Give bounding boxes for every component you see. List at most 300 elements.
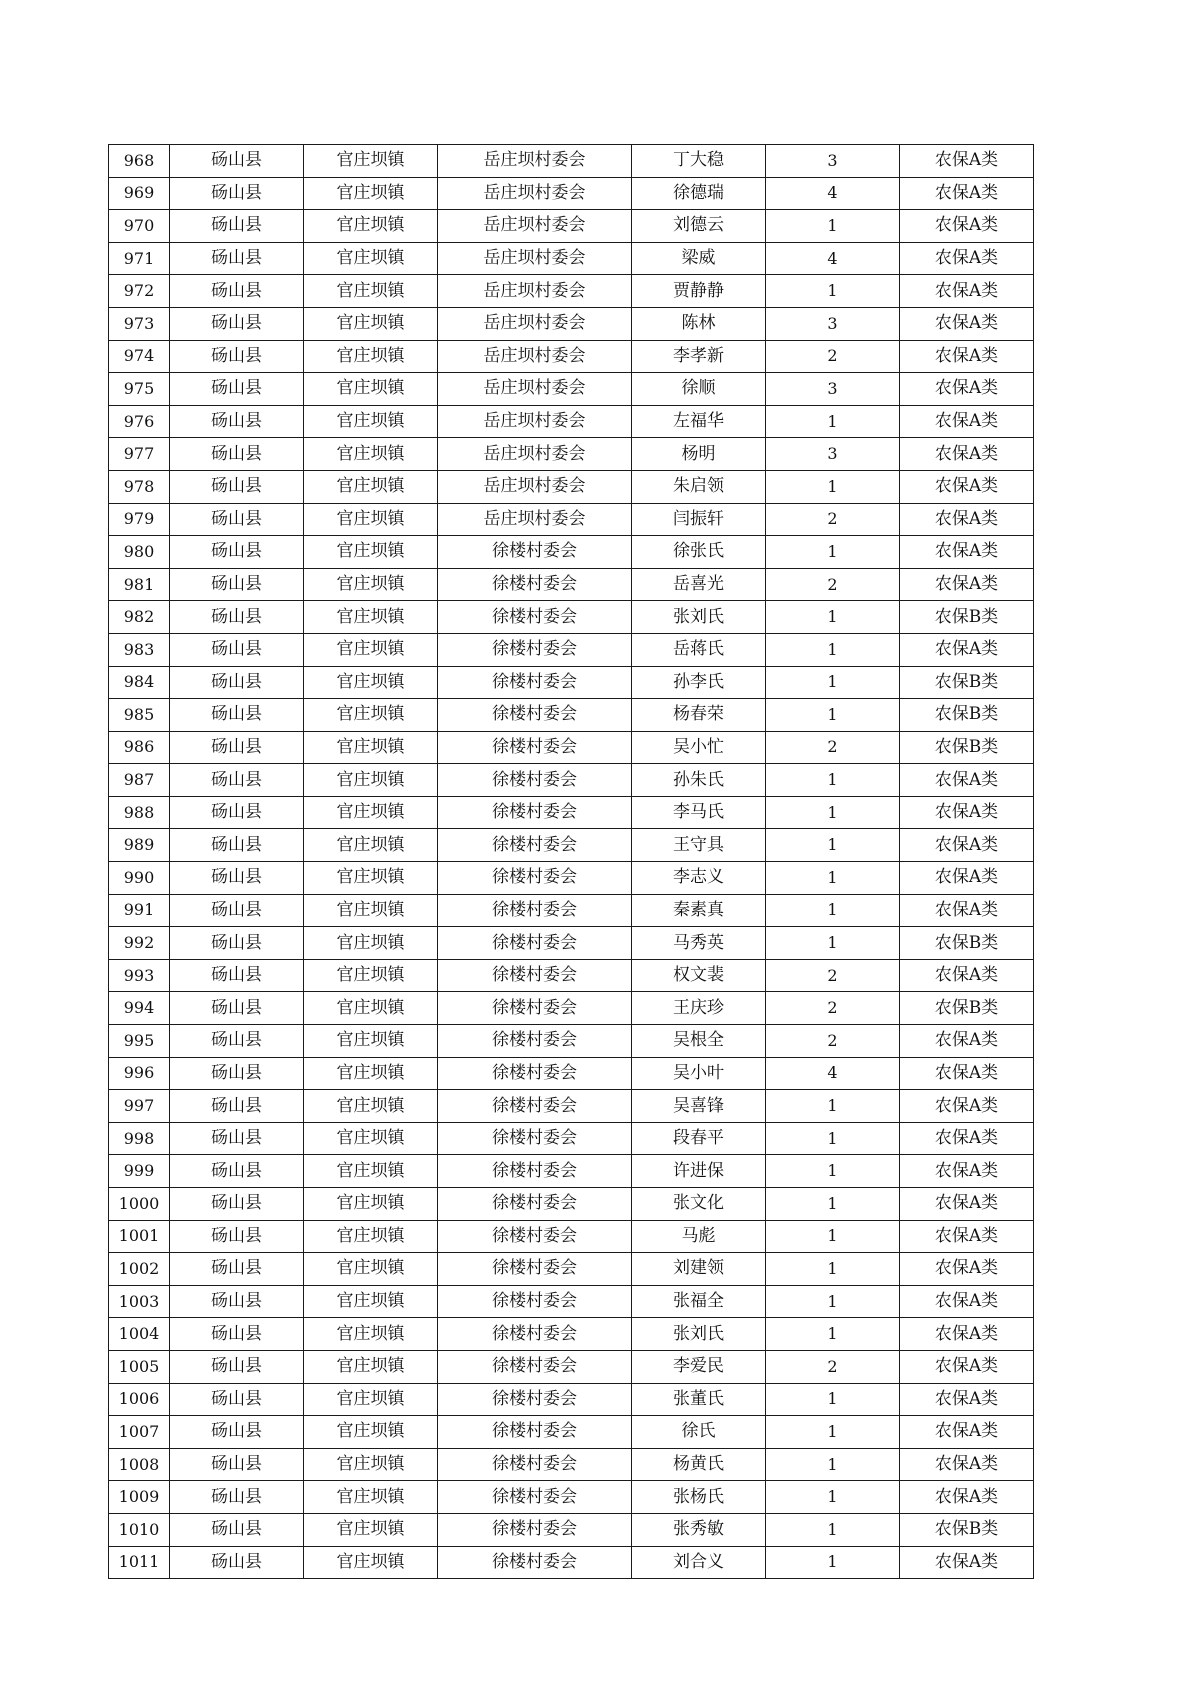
town-cell: 官庄坝镇	[304, 1383, 438, 1416]
person-name-cell: 丁大稳	[632, 145, 766, 178]
row-index-cell: 1005	[109, 1350, 170, 1383]
insurance-category-cell: 农保A类	[900, 1285, 1034, 1318]
person-name-cell: 李志义	[632, 862, 766, 895]
county-cell: 砀山县	[170, 1318, 304, 1351]
person-name-cell: 刘建领	[632, 1253, 766, 1286]
table-row	[109, 275, 1034, 308]
village-committee-cell: 徐楼村委会	[438, 1350, 632, 1383]
table-row	[109, 666, 1034, 699]
person-name-cell: 徐德瑞	[632, 177, 766, 210]
village-committee-cell: 徐楼村委会	[438, 1253, 632, 1286]
table-row	[109, 1090, 1034, 1123]
village-committee-cell: 徐楼村委会	[438, 1383, 632, 1416]
person-name-cell: 杨黄氏	[632, 1448, 766, 1481]
village-committee-cell: 徐楼村委会	[438, 1155, 632, 1188]
insurance-category-cell: 农保B类	[900, 699, 1034, 732]
town-cell: 官庄坝镇	[304, 1416, 438, 1449]
town-cell: 官庄坝镇	[304, 699, 438, 732]
town-cell: 官庄坝镇	[304, 764, 438, 797]
row-index-cell: 976	[109, 405, 170, 438]
table-row	[109, 470, 1034, 503]
person-name-cell: 马秀英	[632, 927, 766, 960]
household-count-cell: 1	[766, 1416, 900, 1449]
insurance-category-cell: 农保A类	[900, 1416, 1034, 1449]
insurance-category-cell: 农保A类	[900, 1188, 1034, 1221]
row-index-cell: 993	[109, 959, 170, 992]
table-row	[109, 568, 1034, 601]
town-cell: 官庄坝镇	[304, 1318, 438, 1351]
insurance-category-cell: 农保B类	[900, 601, 1034, 634]
person-name-cell: 张刘氏	[632, 1318, 766, 1351]
village-committee-cell: 徐楼村委会	[438, 1318, 632, 1351]
insurance-category-cell: 农保A类	[900, 894, 1034, 927]
row-index-cell: 983	[109, 633, 170, 666]
village-committee-cell: 岳庄坝村委会	[438, 340, 632, 373]
town-cell: 官庄坝镇	[304, 470, 438, 503]
household-count-cell: 2	[766, 1025, 900, 1058]
insurance-category-cell: 农保A类	[900, 210, 1034, 243]
town-cell: 官庄坝镇	[304, 210, 438, 243]
county-cell: 砀山县	[170, 177, 304, 210]
county-cell: 砀山县	[170, 1155, 304, 1188]
county-cell: 砀山县	[170, 959, 304, 992]
village-committee-cell: 岳庄坝村委会	[438, 242, 632, 275]
county-cell: 砀山县	[170, 568, 304, 601]
county-cell: 砀山县	[170, 275, 304, 308]
person-name-cell: 孙朱氏	[632, 764, 766, 797]
household-count-cell: 1	[766, 764, 900, 797]
person-name-cell: 张杨氏	[632, 1481, 766, 1514]
village-committee-cell: 岳庄坝村委会	[438, 438, 632, 471]
county-cell: 砀山县	[170, 1090, 304, 1123]
county-cell: 砀山县	[170, 340, 304, 373]
row-index-cell: 990	[109, 862, 170, 895]
household-count-cell: 2	[766, 1350, 900, 1383]
town-cell: 官庄坝镇	[304, 796, 438, 829]
row-index-cell: 998	[109, 1122, 170, 1155]
county-cell: 砀山县	[170, 699, 304, 732]
household-count-cell: 1	[766, 1546, 900, 1579]
village-committee-cell: 徐楼村委会	[438, 796, 632, 829]
row-index-cell: 975	[109, 373, 170, 406]
insurance-category-cell: 农保A类	[900, 862, 1034, 895]
county-cell: 砀山县	[170, 1513, 304, 1546]
table-row	[109, 731, 1034, 764]
table-row	[109, 373, 1034, 406]
table-row	[109, 405, 1034, 438]
row-index-cell: 994	[109, 992, 170, 1025]
town-cell: 官庄坝镇	[304, 536, 438, 569]
person-name-cell: 李孝新	[632, 340, 766, 373]
person-name-cell: 徐顺	[632, 373, 766, 406]
county-cell: 砀山县	[170, 1383, 304, 1416]
county-cell: 砀山县	[170, 796, 304, 829]
village-committee-cell: 徐楼村委会	[438, 1025, 632, 1058]
person-name-cell: 张福全	[632, 1285, 766, 1318]
town-cell: 官庄坝镇	[304, 275, 438, 308]
person-name-cell: 朱启领	[632, 470, 766, 503]
row-index-cell: 977	[109, 438, 170, 471]
village-committee-cell: 徐楼村委会	[438, 1546, 632, 1579]
insurance-category-cell: 农保A类	[900, 438, 1034, 471]
person-name-cell: 张秀敏	[632, 1513, 766, 1546]
village-committee-cell: 岳庄坝村委会	[438, 177, 632, 210]
person-name-cell: 权文裴	[632, 959, 766, 992]
row-index-cell: 988	[109, 796, 170, 829]
household-count-cell: 1	[766, 1318, 900, 1351]
person-name-cell: 吴根全	[632, 1025, 766, 1058]
insurance-category-cell: 农保A类	[900, 1383, 1034, 1416]
household-count-cell: 4	[766, 1057, 900, 1090]
person-name-cell: 马彪	[632, 1220, 766, 1253]
county-cell: 砀山县	[170, 438, 304, 471]
county-cell: 砀山县	[170, 242, 304, 275]
town-cell: 官庄坝镇	[304, 1546, 438, 1579]
town-cell: 官庄坝镇	[304, 1481, 438, 1514]
insurance-category-cell: 农保A类	[900, 405, 1034, 438]
row-index-cell: 1008	[109, 1448, 170, 1481]
person-name-cell: 张刘氏	[632, 601, 766, 634]
row-index-cell: 996	[109, 1057, 170, 1090]
county-cell: 砀山县	[170, 1350, 304, 1383]
person-name-cell: 张董氏	[632, 1383, 766, 1416]
person-name-cell: 段春平	[632, 1122, 766, 1155]
county-cell: 砀山县	[170, 764, 304, 797]
table-row	[109, 1220, 1034, 1253]
person-name-cell: 杨春荣	[632, 699, 766, 732]
county-cell: 砀山县	[170, 1416, 304, 1449]
person-name-cell: 吴喜锋	[632, 1090, 766, 1123]
county-cell: 砀山县	[170, 1025, 304, 1058]
county-cell: 砀山县	[170, 633, 304, 666]
town-cell: 官庄坝镇	[304, 731, 438, 764]
town-cell: 官庄坝镇	[304, 959, 438, 992]
town-cell: 官庄坝镇	[304, 992, 438, 1025]
town-cell: 官庄坝镇	[304, 1155, 438, 1188]
insurance-category-cell: 农保A类	[900, 242, 1034, 275]
town-cell: 官庄坝镇	[304, 145, 438, 178]
town-cell: 官庄坝镇	[304, 438, 438, 471]
table-row	[109, 1285, 1034, 1318]
county-cell: 砀山县	[170, 307, 304, 340]
row-index-cell: 992	[109, 927, 170, 960]
row-index-cell: 979	[109, 503, 170, 536]
town-cell: 官庄坝镇	[304, 1220, 438, 1253]
row-index-cell: 999	[109, 1155, 170, 1188]
row-index-cell: 978	[109, 470, 170, 503]
row-index-cell: 970	[109, 210, 170, 243]
household-count-cell: 1	[766, 536, 900, 569]
household-count-cell: 1	[766, 601, 900, 634]
insurance-category-cell: 农保A类	[900, 177, 1034, 210]
table-row	[109, 829, 1034, 862]
household-count-cell: 2	[766, 731, 900, 764]
row-index-cell: 986	[109, 731, 170, 764]
table-row	[109, 177, 1034, 210]
household-count-cell: 1	[766, 1220, 900, 1253]
insurance-category-cell: 农保A类	[900, 1025, 1034, 1058]
row-index-cell: 1010	[109, 1513, 170, 1546]
village-committee-cell: 徐楼村委会	[438, 1220, 632, 1253]
table-row	[109, 796, 1034, 829]
town-cell: 官庄坝镇	[304, 1090, 438, 1123]
row-index-cell: 989	[109, 829, 170, 862]
household-count-cell: 1	[766, 633, 900, 666]
insurance-category-cell: 农保B类	[900, 666, 1034, 699]
county-cell: 砀山县	[170, 503, 304, 536]
village-committee-cell: 徐楼村委会	[438, 1513, 632, 1546]
table-row	[109, 1155, 1034, 1188]
village-committee-cell: 徐楼村委会	[438, 992, 632, 1025]
insurance-category-cell: 农保A类	[900, 764, 1034, 797]
household-count-cell: 1	[766, 405, 900, 438]
person-name-cell: 许进保	[632, 1155, 766, 1188]
row-index-cell: 985	[109, 699, 170, 732]
insurance-category-cell: 农保A类	[900, 503, 1034, 536]
insurance-category-cell: 农保A类	[900, 1318, 1034, 1351]
table-row	[109, 438, 1034, 471]
household-count-cell: 1	[766, 666, 900, 699]
person-name-cell: 闫振轩	[632, 503, 766, 536]
household-count-cell: 2	[766, 503, 900, 536]
county-cell: 砀山县	[170, 992, 304, 1025]
person-name-cell: 贾静静	[632, 275, 766, 308]
person-name-cell: 秦素真	[632, 894, 766, 927]
insurance-category-cell: 农保A类	[900, 1253, 1034, 1286]
table-row	[109, 1188, 1034, 1221]
town-cell: 官庄坝镇	[304, 1448, 438, 1481]
town-cell: 官庄坝镇	[304, 666, 438, 699]
person-name-cell: 梁威	[632, 242, 766, 275]
village-committee-cell: 徐楼村委会	[438, 1090, 632, 1123]
row-index-cell: 1009	[109, 1481, 170, 1514]
county-cell: 砀山县	[170, 373, 304, 406]
row-index-cell: 972	[109, 275, 170, 308]
village-committee-cell: 徐楼村委会	[438, 1416, 632, 1449]
table-row	[109, 1416, 1034, 1449]
village-committee-cell: 岳庄坝村委会	[438, 210, 632, 243]
town-cell: 官庄坝镇	[304, 242, 438, 275]
insurance-category-cell: 农保B类	[900, 1513, 1034, 1546]
table-row	[109, 536, 1034, 569]
insurance-category-cell: 农保A类	[900, 307, 1034, 340]
household-count-cell: 4	[766, 242, 900, 275]
person-name-cell: 李马氏	[632, 796, 766, 829]
household-count-cell: 1	[766, 470, 900, 503]
row-index-cell: 969	[109, 177, 170, 210]
table-row	[109, 1318, 1034, 1351]
person-name-cell: 岳蒋氏	[632, 633, 766, 666]
insurance-category-cell: 农保A类	[900, 340, 1034, 373]
person-name-cell: 徐氏	[632, 1416, 766, 1449]
town-cell: 官庄坝镇	[304, 1025, 438, 1058]
household-count-cell: 2	[766, 992, 900, 1025]
village-committee-cell: 岳庄坝村委会	[438, 307, 632, 340]
household-count-cell: 1	[766, 1285, 900, 1318]
town-cell: 官庄坝镇	[304, 1253, 438, 1286]
person-name-cell: 岳喜光	[632, 568, 766, 601]
county-cell: 砀山县	[170, 666, 304, 699]
person-name-cell: 杨明	[632, 438, 766, 471]
table-row	[109, 1253, 1034, 1286]
county-cell: 砀山县	[170, 1253, 304, 1286]
county-cell: 砀山县	[170, 145, 304, 178]
row-index-cell: 1000	[109, 1188, 170, 1221]
county-cell: 砀山县	[170, 731, 304, 764]
table-row	[109, 959, 1034, 992]
row-index-cell: 1001	[109, 1220, 170, 1253]
household-count-cell: 1	[766, 1122, 900, 1155]
village-committee-cell: 徐楼村委会	[438, 764, 632, 797]
county-cell: 砀山县	[170, 1188, 304, 1221]
county-cell: 砀山县	[170, 536, 304, 569]
insurance-category-cell: 农保A类	[900, 1481, 1034, 1514]
village-committee-cell: 徐楼村委会	[438, 1481, 632, 1514]
town-cell: 官庄坝镇	[304, 1285, 438, 1318]
person-name-cell: 王庆珍	[632, 992, 766, 1025]
village-committee-cell: 岳庄坝村委会	[438, 145, 632, 178]
village-committee-cell: 徐楼村委会	[438, 1122, 632, 1155]
county-cell: 砀山县	[170, 1481, 304, 1514]
insurance-category-cell: 农保A类	[900, 1057, 1034, 1090]
table-row	[109, 894, 1034, 927]
town-cell: 官庄坝镇	[304, 1513, 438, 1546]
person-name-cell: 左福华	[632, 405, 766, 438]
town-cell: 官庄坝镇	[304, 568, 438, 601]
household-count-cell: 2	[766, 568, 900, 601]
household-count-cell: 1	[766, 1155, 900, 1188]
table-row	[109, 992, 1034, 1025]
insurance-category-cell: 农保A类	[900, 1090, 1034, 1123]
table-row	[109, 601, 1034, 634]
village-committee-cell: 徐楼村委会	[438, 731, 632, 764]
person-name-cell: 吴小忙	[632, 731, 766, 764]
town-cell: 官庄坝镇	[304, 373, 438, 406]
county-cell: 砀山县	[170, 1285, 304, 1318]
household-count-cell: 3	[766, 307, 900, 340]
county-cell: 砀山县	[170, 405, 304, 438]
row-index-cell: 987	[109, 764, 170, 797]
county-cell: 砀山县	[170, 1122, 304, 1155]
household-count-cell: 1	[766, 1090, 900, 1123]
table-row	[109, 210, 1034, 243]
person-name-cell: 李爱民	[632, 1350, 766, 1383]
household-count-cell: 1	[766, 1448, 900, 1481]
county-cell: 砀山县	[170, 470, 304, 503]
person-name-cell: 刘德云	[632, 210, 766, 243]
table-row	[109, 1025, 1034, 1058]
row-index-cell: 982	[109, 601, 170, 634]
table-row	[109, 633, 1034, 666]
village-committee-cell: 徐楼村委会	[438, 536, 632, 569]
county-cell: 砀山县	[170, 1546, 304, 1579]
household-count-cell: 1	[766, 1253, 900, 1286]
insurance-category-cell: 农保A类	[900, 1546, 1034, 1579]
row-index-cell: 968	[109, 145, 170, 178]
county-cell: 砀山县	[170, 1057, 304, 1090]
household-count-cell: 1	[766, 894, 900, 927]
household-count-cell: 1	[766, 829, 900, 862]
table-row	[109, 1546, 1034, 1579]
table-row	[109, 307, 1034, 340]
insurance-category-cell: 农保A类	[900, 1220, 1034, 1253]
county-cell: 砀山县	[170, 862, 304, 895]
insurance-category-cell: 农保A类	[900, 536, 1034, 569]
table-row	[109, 699, 1034, 732]
insurance-category-cell: 农保A类	[900, 1350, 1034, 1383]
village-committee-cell: 岳庄坝村委会	[438, 503, 632, 536]
row-index-cell: 991	[109, 894, 170, 927]
table-row	[109, 242, 1034, 275]
insurance-category-cell: 农保A类	[900, 373, 1034, 406]
row-index-cell: 1011	[109, 1546, 170, 1579]
row-index-cell: 981	[109, 568, 170, 601]
household-count-cell: 1	[766, 796, 900, 829]
household-count-cell: 1	[766, 275, 900, 308]
household-count-cell: 1	[766, 862, 900, 895]
village-committee-cell: 徐楼村委会	[438, 1285, 632, 1318]
household-count-cell: 4	[766, 177, 900, 210]
table-row	[109, 145, 1034, 178]
household-count-cell: 1	[766, 1513, 900, 1546]
village-committee-cell: 岳庄坝村委会	[438, 373, 632, 406]
household-count-cell: 1	[766, 210, 900, 243]
county-cell: 砀山县	[170, 829, 304, 862]
beneficiary-table	[108, 144, 1034, 1579]
village-committee-cell: 徐楼村委会	[438, 862, 632, 895]
household-count-cell: 3	[766, 438, 900, 471]
village-committee-cell: 徐楼村委会	[438, 1448, 632, 1481]
village-committee-cell: 徐楼村委会	[438, 666, 632, 699]
insurance-category-cell: 农保A类	[900, 470, 1034, 503]
table-row	[109, 1383, 1034, 1416]
insurance-category-cell: 农保B类	[900, 731, 1034, 764]
village-committee-cell: 徐楼村委会	[438, 959, 632, 992]
village-committee-cell: 徐楼村委会	[438, 894, 632, 927]
county-cell: 砀山县	[170, 601, 304, 634]
county-cell: 砀山县	[170, 894, 304, 927]
household-count-cell: 2	[766, 340, 900, 373]
household-count-cell: 3	[766, 145, 900, 178]
insurance-category-cell: 农保A类	[900, 275, 1034, 308]
insurance-category-cell: 农保A类	[900, 1122, 1034, 1155]
person-name-cell: 孙李氏	[632, 666, 766, 699]
table-row	[109, 1481, 1034, 1514]
row-index-cell: 1004	[109, 1318, 170, 1351]
household-count-cell: 1	[766, 1383, 900, 1416]
table-row	[109, 862, 1034, 895]
household-count-cell: 1	[766, 1481, 900, 1514]
row-index-cell: 1002	[109, 1253, 170, 1286]
town-cell: 官庄坝镇	[304, 862, 438, 895]
insurance-category-cell: 农保A类	[900, 796, 1034, 829]
insurance-category-cell: 农保A类	[900, 1155, 1034, 1188]
row-index-cell: 973	[109, 307, 170, 340]
household-count-cell: 1	[766, 1188, 900, 1221]
insurance-category-cell: 农保A类	[900, 829, 1034, 862]
insurance-category-cell: 农保A类	[900, 959, 1034, 992]
insurance-category-cell: 农保B类	[900, 927, 1034, 960]
town-cell: 官庄坝镇	[304, 405, 438, 438]
person-name-cell: 张文化	[632, 1188, 766, 1221]
county-cell: 砀山县	[170, 927, 304, 960]
town-cell: 官庄坝镇	[304, 601, 438, 634]
row-index-cell: 995	[109, 1025, 170, 1058]
town-cell: 官庄坝镇	[304, 1057, 438, 1090]
person-name-cell: 徐张氏	[632, 536, 766, 569]
village-committee-cell: 徐楼村委会	[438, 927, 632, 960]
village-committee-cell: 徐楼村委会	[438, 601, 632, 634]
